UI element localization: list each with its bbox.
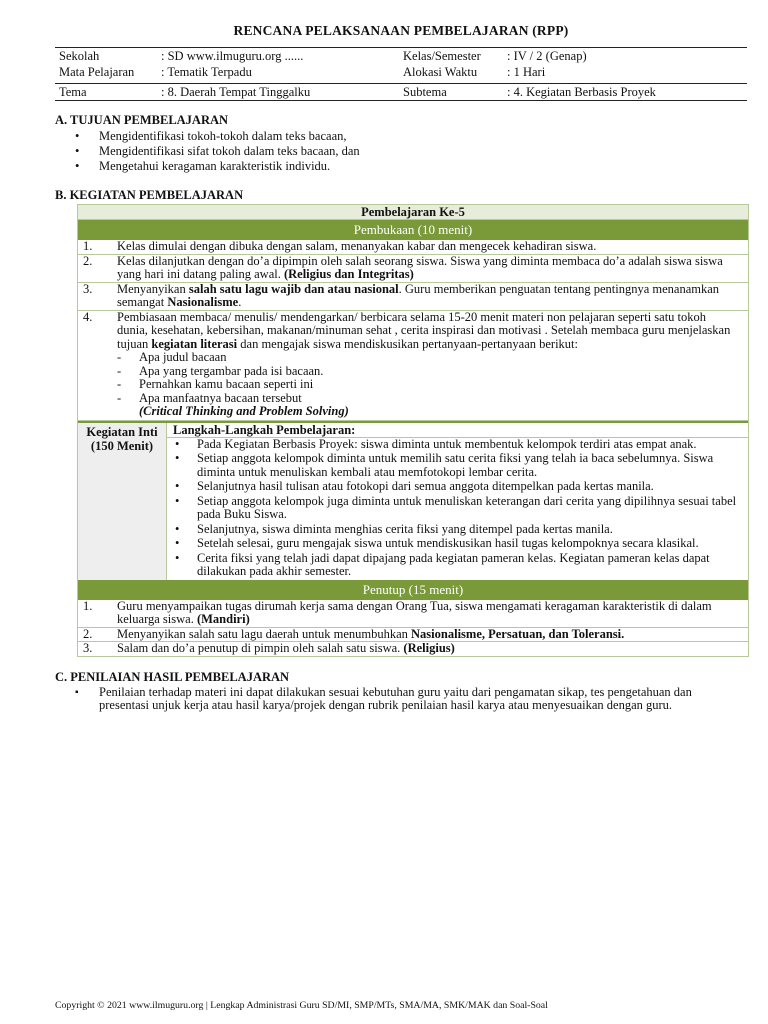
mapel-value: : Tematik Terpadu bbox=[161, 65, 252, 79]
list-item: • Setiap anggota kelompok juga diminta untuk menuliskan keterangan dari cerita yang dipilihnya sesuai tabel pada Buku Siswa. bbox=[197, 495, 740, 522]
tema-value: : 8. Daerah Tempat Tinggalku bbox=[161, 85, 311, 99]
section-c-heading: C. PENILAIAN HASIL PEMBELAJARAN bbox=[55, 669, 290, 684]
langkah-heading: Langkah-Langkah Pembelajaran: bbox=[167, 423, 748, 438]
kelas-label: Kelas/Semester bbox=[403, 49, 481, 63]
list-item: - Pernahkan kamu bacaan seperti ini bbox=[117, 378, 740, 392]
row-text bbox=[117, 642, 748, 656]
row-number: 4. bbox=[83, 309, 93, 324]
character-value: (Mandiri) bbox=[196, 612, 250, 626]
row-text-part: dan mengajak siswa mendiskusikan pertanyaan-pertanyaan berikut: bbox=[237, 336, 578, 351]
table-row bbox=[78, 311, 748, 421]
section-a-heading: A. TUJUAN PEMBELAJARAN bbox=[55, 113, 229, 127]
row-text-part: Kelas dilanjutkan dengan do’a dipimpin oleh salah seorang siswa. Siswa yang diminta membaca do’a adalah siswa siswa yang hari ini datang paling awal. bbox=[117, 253, 723, 281]
bold-text: kegiatan literasi bbox=[151, 336, 238, 351]
row-text-part: . bbox=[238, 295, 242, 309]
info-row bbox=[55, 64, 747, 80]
list-item: • Mengidentifikasi sifat tokoh dalam teks bacaan, dan bbox=[99, 144, 747, 159]
langkah-list bbox=[167, 438, 748, 579]
row-text-part: Menyanyikan bbox=[117, 281, 189, 296]
list-item: • Selanjutnya, siswa diminta menghias cerita fiksi yang ditempel pada kertas manila. bbox=[197, 523, 740, 537]
row-number: 2. bbox=[83, 253, 93, 268]
info-row-tema bbox=[55, 83, 747, 100]
kegiatan-table bbox=[77, 204, 749, 657]
document-title: RENCANA PELAKSANAAN PEMBELAJARAN (RPP) bbox=[233, 23, 569, 38]
character-value: Nasionalisme bbox=[167, 295, 239, 309]
sekolah-label: Sekolah bbox=[59, 49, 100, 63]
table-row bbox=[78, 600, 748, 628]
row-number: 1. bbox=[83, 598, 93, 613]
list-item: • Pada Kegiatan Berbasis Proyek: siswa diminta untuk membentuk kelompok terdiri atas empat anak. bbox=[197, 438, 740, 452]
document-page bbox=[55, 0, 747, 713]
penilaian-list bbox=[55, 686, 747, 713]
row-text bbox=[117, 255, 748, 282]
character-value: (Critical Thinking and Problem Solving) bbox=[139, 404, 349, 418]
pembelajaran-ke-header: Pembelajaran Ke-5 bbox=[78, 205, 748, 220]
character-value: (Religius dan Integritas) bbox=[283, 267, 414, 281]
row-text-part: Guru menyampaikan tugas dirumah kerja sama dengan Orang Tua, siswa mengamati keragaman karakteristik di dalam keluarga siswa. bbox=[117, 598, 712, 626]
alokasi-value: : 1 Hari bbox=[507, 65, 546, 79]
subtema-value: : 4. Kegiatan Berbasis Proyek bbox=[507, 85, 656, 99]
row-text bbox=[117, 628, 748, 642]
list-item: • Selanjutnya hasil tulisan atau fotokopi dari semua anggota ditempelkan pada kertas manila. bbox=[197, 480, 740, 494]
info-table bbox=[55, 47, 747, 101]
table-row bbox=[78, 283, 748, 311]
row-text-part: . Guru memberikan penguatan tentang pentingnya menanamkan semangat bbox=[117, 281, 720, 309]
tujuan-list bbox=[55, 129, 747, 174]
kegiatan-inti-content bbox=[167, 423, 748, 580]
list-item: • Setelah selesai, guru mengajak siswa untuk mendiskusikan hasil tugas kelompoknya secara klasikal. bbox=[197, 537, 740, 551]
table-row bbox=[78, 255, 748, 283]
alokasi-label: Alokasi Waktu bbox=[403, 65, 478, 79]
table-row bbox=[78, 642, 748, 656]
character-value: Nasionalisme, Persatuan, dan Toleransi. bbox=[411, 626, 625, 641]
info-row bbox=[55, 48, 747, 64]
bold-text: salah satu lagu wajib dan atau nasional bbox=[188, 281, 399, 296]
table-row bbox=[78, 628, 748, 643]
list-item: • Setiap anggota kelompok diminta untuk memilih satu cerita fiksi yang telah ia baca sebelumnya. Siswa diminta untuk menuliskan kembali atau memfotokopi lembar cerita. bbox=[197, 452, 740, 479]
pembukaan-header: Pembukaan (10 menit) bbox=[78, 220, 748, 240]
mapel-label: Mata Pelajaran bbox=[59, 65, 135, 79]
list-item: - Apa judul bacaan bbox=[117, 351, 740, 365]
footer-copyright: Copyright © 2021 www.ilmuguru.org | Lengkap Administrasi Guru SD/MI, SMP/MTs, SMA/MA, SMK/MAK dan Soal-Soal bbox=[55, 1000, 548, 1011]
row-text bbox=[117, 283, 748, 310]
row-text-part: Menyanyikan salah satu lagu daerah untuk menumbuhkan bbox=[117, 626, 412, 641]
list-item: • Mengetahui keragaman karakteristik individu. bbox=[99, 159, 747, 174]
kegiatan-inti-label: Kegiatan Inti (150 Menit) bbox=[78, 423, 167, 580]
row-text: Kelas dimulai dengan dibuka dengan salam, menanyakan kabar dan mengecek kehadiran siswa. bbox=[117, 239, 597, 253]
row-text bbox=[117, 311, 748, 420]
kelas-value: : IV / 2 (Genap) bbox=[507, 49, 587, 63]
list-item: • Mengidentifikasi tokoh-tokoh dalam teks bacaan, bbox=[99, 129, 747, 144]
list-item: ▪ Penilaian terhadap materi ini dapat dilakukan sesuai kebutuhan guru yaitu dari pengamatan sikap, tes pengetahuan dan presentasi unjuk kerja atau hasil karya/projek dengan rubrik penilaian hasil karya atau menyesuaikan dengan guru. bbox=[99, 686, 733, 713]
tema-label: Tema bbox=[59, 85, 87, 99]
row-number: 3. bbox=[83, 281, 93, 296]
list-item: - Apa manfaatnya bacaan tersebut bbox=[117, 392, 740, 406]
kegiatan-inti-section bbox=[78, 421, 748, 580]
character-value: (Religius) bbox=[403, 641, 455, 655]
list-item: - Apa yang tergambar pada isi bacaan. bbox=[117, 365, 740, 379]
sekolah-value: : SD www.ilmuguru.org ...... bbox=[161, 49, 304, 63]
row-text bbox=[117, 600, 748, 627]
list-item: • Cerita fiksi yang telah jadi dapat dipajang pada kegiatan pameran kelas. Kegiatan pameran kelas dapat dilakukan pada akhir semester. bbox=[197, 552, 740, 579]
subtema-label: Subtema bbox=[403, 85, 447, 99]
section-b-heading: B. KEGIATAN PEMBELAJARAN bbox=[55, 188, 244, 202]
penutup-header: Penutup (15 menit) bbox=[78, 580, 748, 600]
question-list bbox=[117, 351, 740, 405]
critical-thinking-note bbox=[117, 405, 740, 420]
row-text-part: Salam dan do’a penutup di pimpin oleh salah satu siswa. bbox=[117, 641, 404, 655]
row-text-part: Pembiasaan membaca/ menulis/ mendengarkan/ berbicara selama 15-20 menit materi non pelajaran seperti satu tokoh dunia, kesehatan, kebersihan, makanan/minuman sehat , cerita inspirasi dan motivasi . Setelah membaca guru menjelaskan tujuan bbox=[117, 309, 731, 351]
row-number: 2. bbox=[83, 626, 93, 641]
table-row bbox=[78, 240, 748, 255]
row-number: 3. bbox=[83, 641, 93, 655]
row-number: 1. bbox=[83, 239, 93, 253]
